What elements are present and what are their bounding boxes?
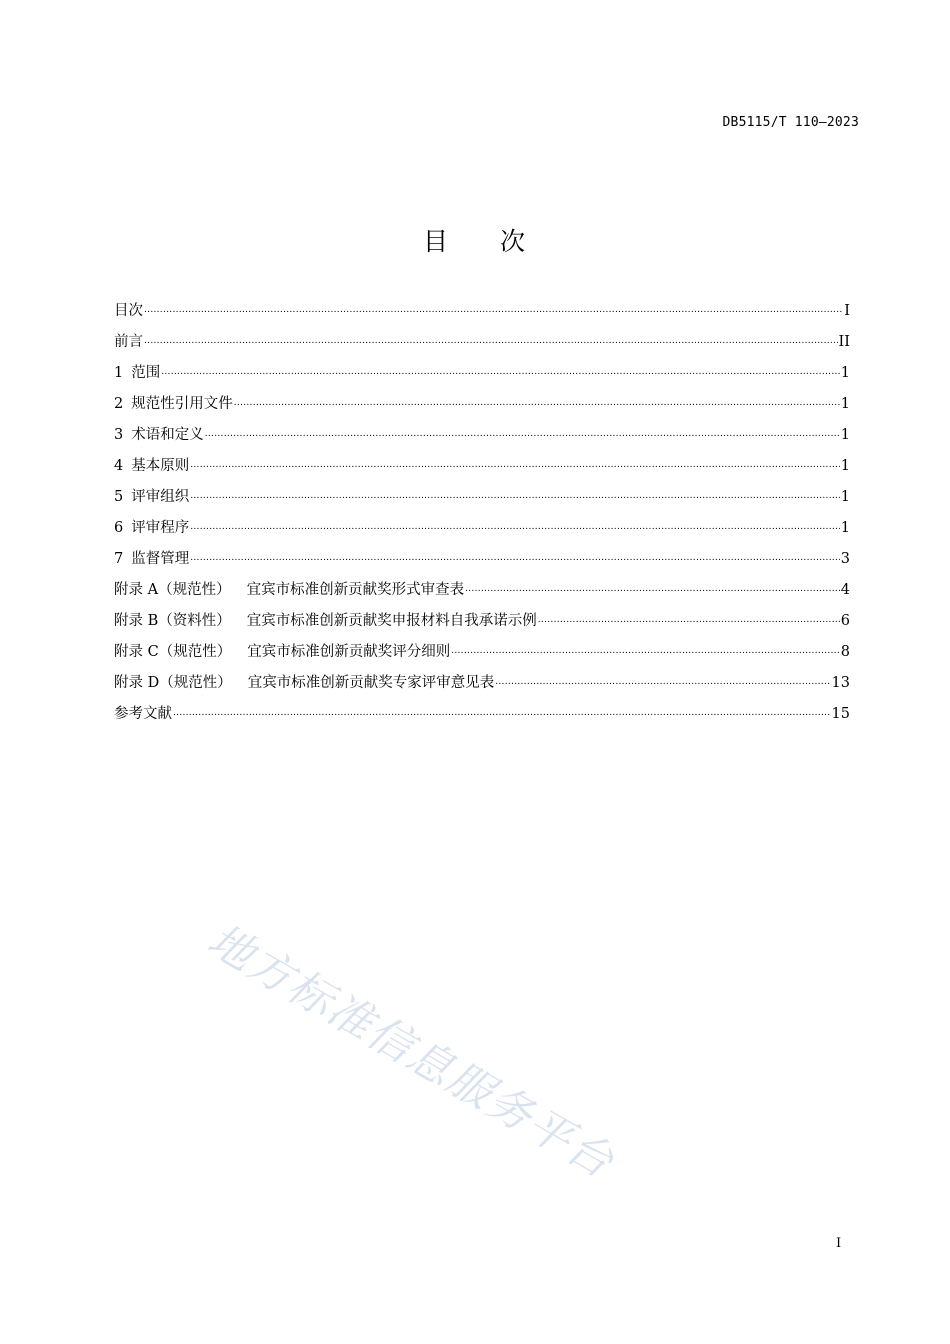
- toc-leader-dots: [144, 333, 838, 349]
- toc-item-review-organization[interactable]: [114, 476, 850, 507]
- toc-item-basic-principles[interactable]: [114, 445, 850, 476]
- toc-item-title: 前言: [114, 334, 143, 350]
- toc-item-title: 宜宾市标准创新贡献奖形式审查表: [246, 582, 465, 598]
- page-title-left: 目: [422, 226, 450, 256]
- toc-item-title: 宜宾市标准创新贡献奖申报材料自我承诺示例: [246, 613, 537, 629]
- toc-leader-dots: [465, 581, 840, 597]
- toc-item-page: 15: [831, 706, 850, 722]
- page-title-right: 次: [500, 226, 528, 256]
- toc-leader-dots: [451, 643, 840, 659]
- toc-item-scope[interactable]: [114, 352, 850, 383]
- toc-item-number: 6: [114, 520, 124, 536]
- toc-item-appendix-c[interactable]: [114, 631, 850, 662]
- toc-item-number: 5: [114, 489, 124, 505]
- toc-item-page: 6: [840, 613, 850, 629]
- toc-item-title: 规范性引用文件: [131, 396, 233, 412]
- toc-item-page: 3: [840, 551, 850, 567]
- toc-item-page: 1: [840, 489, 850, 505]
- toc-leader-dots: [538, 612, 840, 628]
- toc-leader-dots: [161, 364, 840, 380]
- toc-item-terms-definitions[interactable]: [114, 414, 850, 445]
- toc-item-bibliography[interactable]: [114, 693, 850, 724]
- toc-item-appendix-label: 附录 C（规范性）: [114, 644, 232, 660]
- toc-item-page: I: [844, 303, 850, 319]
- toc-item-appendix-b[interactable]: [114, 600, 850, 631]
- toc-item-number: 1: [114, 365, 124, 381]
- toc-item-page: 8: [840, 644, 850, 660]
- table-of-contents: [114, 290, 850, 724]
- toc-item-number: 3: [114, 427, 124, 443]
- toc-item-title: 评审组织: [131, 489, 190, 505]
- toc-item-page: 1: [840, 365, 850, 381]
- toc-leader-dots: [205, 426, 840, 442]
- toc-item-title: 评审程序: [131, 520, 190, 536]
- toc-item-appendix-label: 附录 D（规范性）: [114, 675, 232, 691]
- toc-leader-dots: [190, 457, 840, 473]
- toc-item-contents[interactable]: [114, 290, 850, 321]
- toc-leader-dots: [234, 395, 840, 411]
- toc-item-number: 2: [114, 396, 124, 412]
- toc-item-page: 1: [840, 520, 850, 536]
- toc-leader-dots: [190, 550, 840, 566]
- watermark: 地方标准信息服务平台: [199, 914, 623, 1189]
- toc-item-appendix-a[interactable]: [114, 569, 850, 600]
- toc-item-appendix-label: 附录 B（资料性）: [114, 613, 231, 629]
- toc-item-page: II: [838, 334, 850, 350]
- toc-item-normative-references[interactable]: [114, 383, 850, 414]
- toc-item-appendix-label: 附录 A（规范性）: [114, 582, 231, 598]
- toc-item-page: 1: [840, 427, 850, 443]
- toc-item-title: 术语和定义: [131, 427, 204, 443]
- toc-item-title: 宜宾市标准创新贡献奖专家评审意见表: [247, 675, 495, 691]
- toc-leader-dots: [190, 488, 840, 504]
- toc-item-page: 13: [831, 675, 850, 691]
- toc-item-review-procedure[interactable]: [114, 507, 850, 538]
- toc-item-appendix-d[interactable]: [114, 662, 850, 693]
- toc-item-number: 4: [114, 458, 124, 474]
- document-code: DB5115/T 110—2023: [722, 115, 859, 130]
- toc-item-page: 4: [840, 582, 850, 598]
- page-number: I: [836, 1236, 842, 1251]
- toc-item-title: 宜宾市标准创新贡献奖评分细则: [247, 644, 451, 660]
- toc-item-title: 范围: [131, 365, 161, 381]
- toc-leader-dots: [190, 519, 840, 535]
- toc-item-foreword[interactable]: [114, 321, 850, 352]
- toc-item-title: 基本原则: [131, 458, 190, 474]
- toc-leader-dots: [144, 302, 843, 318]
- toc-item-page: 1: [840, 396, 850, 412]
- toc-item-page: 1: [840, 458, 850, 474]
- page-title: [0, 222, 950, 258]
- toc-item-title: 参考文献: [114, 706, 172, 722]
- toc-leader-dots: [173, 705, 831, 721]
- toc-item-number: 7: [114, 551, 124, 567]
- toc-item-supervision[interactable]: [114, 538, 850, 569]
- toc-item-title: 目次: [114, 303, 143, 319]
- toc-item-title: 监督管理: [131, 551, 190, 567]
- toc-leader-dots: [495, 674, 830, 690]
